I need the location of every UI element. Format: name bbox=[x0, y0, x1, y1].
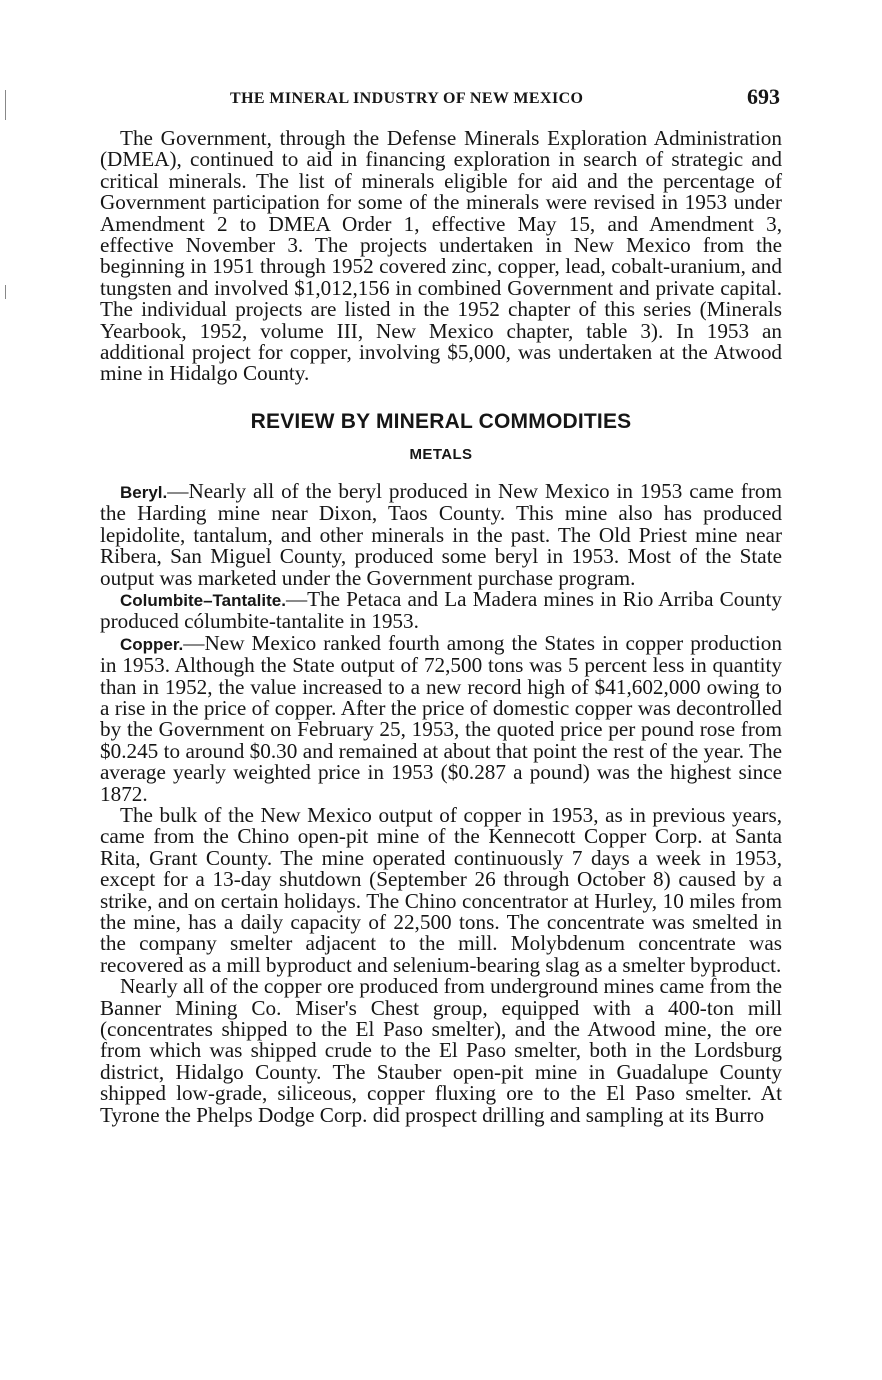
scan-margin-mark bbox=[5, 285, 6, 299]
scan-margin-mark bbox=[5, 90, 6, 120]
text-columbite: —The Petaca and La Madera mines in Rio Arriba County produced cólumbite-tantalite in 1953. bbox=[100, 586, 782, 634]
paragraph-dmea: The Government, through the Defense Minerals Exploration Administration (DMEA), continued to aid in financing exploration in search of strategic and critical minerals. The list of minerals eligible for aid and the percentage of Government participation for some of the minerals were revised in 1953 under Amendment 2 to DMEA Order 1, effective May 15, and Amendment 3, effective November 3. The projects undertaken in New Mexico from the beginning in 1951 through 1952 covered zinc, copper, lead, cobalt-uranium, and tungsten and involved $1,012,156 in combined Government and private capital. The individual projects are listed in the 1952 chapter of this series (Minerals Yearbook, 1952, volume III, New Mexico chapter, table 3). In 1953 an additional project for copper, involving $5,000, was undertaken at the Atwood mine in Hidalgo County. bbox=[100, 126, 782, 386]
running-head bbox=[100, 84, 782, 114]
lead-copper: Copper. bbox=[120, 634, 184, 654]
section-heading-review: REVIEW BY MINERAL COMMODITIES bbox=[250, 409, 632, 433]
lead-beryl: Beryl. bbox=[120, 482, 168, 502]
text-copper: —New Mexico ranked fourth among the States in copper production in 1953. Although the State output of 72,500 tons was 5 percent less in quantity than in 1952, the value increased to a new record high of $41,602,000 owing to a rise in the price of copper. After the price of domestic copper was decontrolled by the Government on February 25, 1953, the quoted price per pound rose from $0.245 to around $0.30 and remained at about that point the rest of the year. The average yearly weighted price in 1953 ($0.287 a pound) was the highest since 1872. bbox=[100, 630, 782, 806]
paragraph-underground: Nearly all of the copper ore produced from underground mines came from the Banner Mining Co. Miser's Chest group, equipped with a 400-ton mill (concentrates shipped to the El Paso smelter), and the Atwood mine, the ore from which was shipped crude to the El Paso smelter, both in the Lordsburg district, Hidalgo County. The Stauber open-pit mine in Guadalupe County shipped low-grade, siliceous, copper fluxing ore to the El Paso smelter. At Tyrone the Phelps Dodge Corp. did prospect drilling and sampling at its Burro bbox=[100, 974, 782, 1127]
lead-columbite: Columbite–Tantalite. bbox=[120, 590, 286, 610]
paragraph-chino: The bulk of the New Mexico output of copper in 1953, as in previous years, came from the Chino open-pit mine of the Kennecott Copper Corp. at Santa Rita, Grant County. The mine operated continuously 7 days a week in 1953, except for a 13-day shutdown (September 26 through October 8) caused by a strike, and on certain holidays. The Chino concentrator at Hurley, 10 miles from the mine, has a daily capacity of 22,500 tons. The concentrate was smelted in the company smelter adjacent to the mill. Molybdenum concentrate was recovered as a mill byproduct and selenium-bearing slag as a smelter byproduct. bbox=[100, 802, 782, 977]
text-beryl: —Nearly all of the beryl produced in New Mexico in 1953 came from the Harding mine near Dixon, Taos County. This mine also has produced lepidolite, tantalum, and other minerals in the past. The Old Priest mine near Ribera, San Miguel County, produced some beryl in 1953. Most of the State output was marketed under the Government purchase program. bbox=[100, 478, 782, 590]
paragraph-copper bbox=[100, 630, 782, 806]
running-title: THE MINERAL INDUSTRY OF NEW MEXICO bbox=[230, 90, 584, 107]
paragraph-beryl bbox=[100, 478, 782, 590]
paragraph-columbite bbox=[100, 586, 782, 634]
page-number: 693 bbox=[747, 84, 780, 109]
subsection-heading-metals: METALS bbox=[409, 445, 473, 463]
body-text bbox=[100, 128, 782, 1126]
